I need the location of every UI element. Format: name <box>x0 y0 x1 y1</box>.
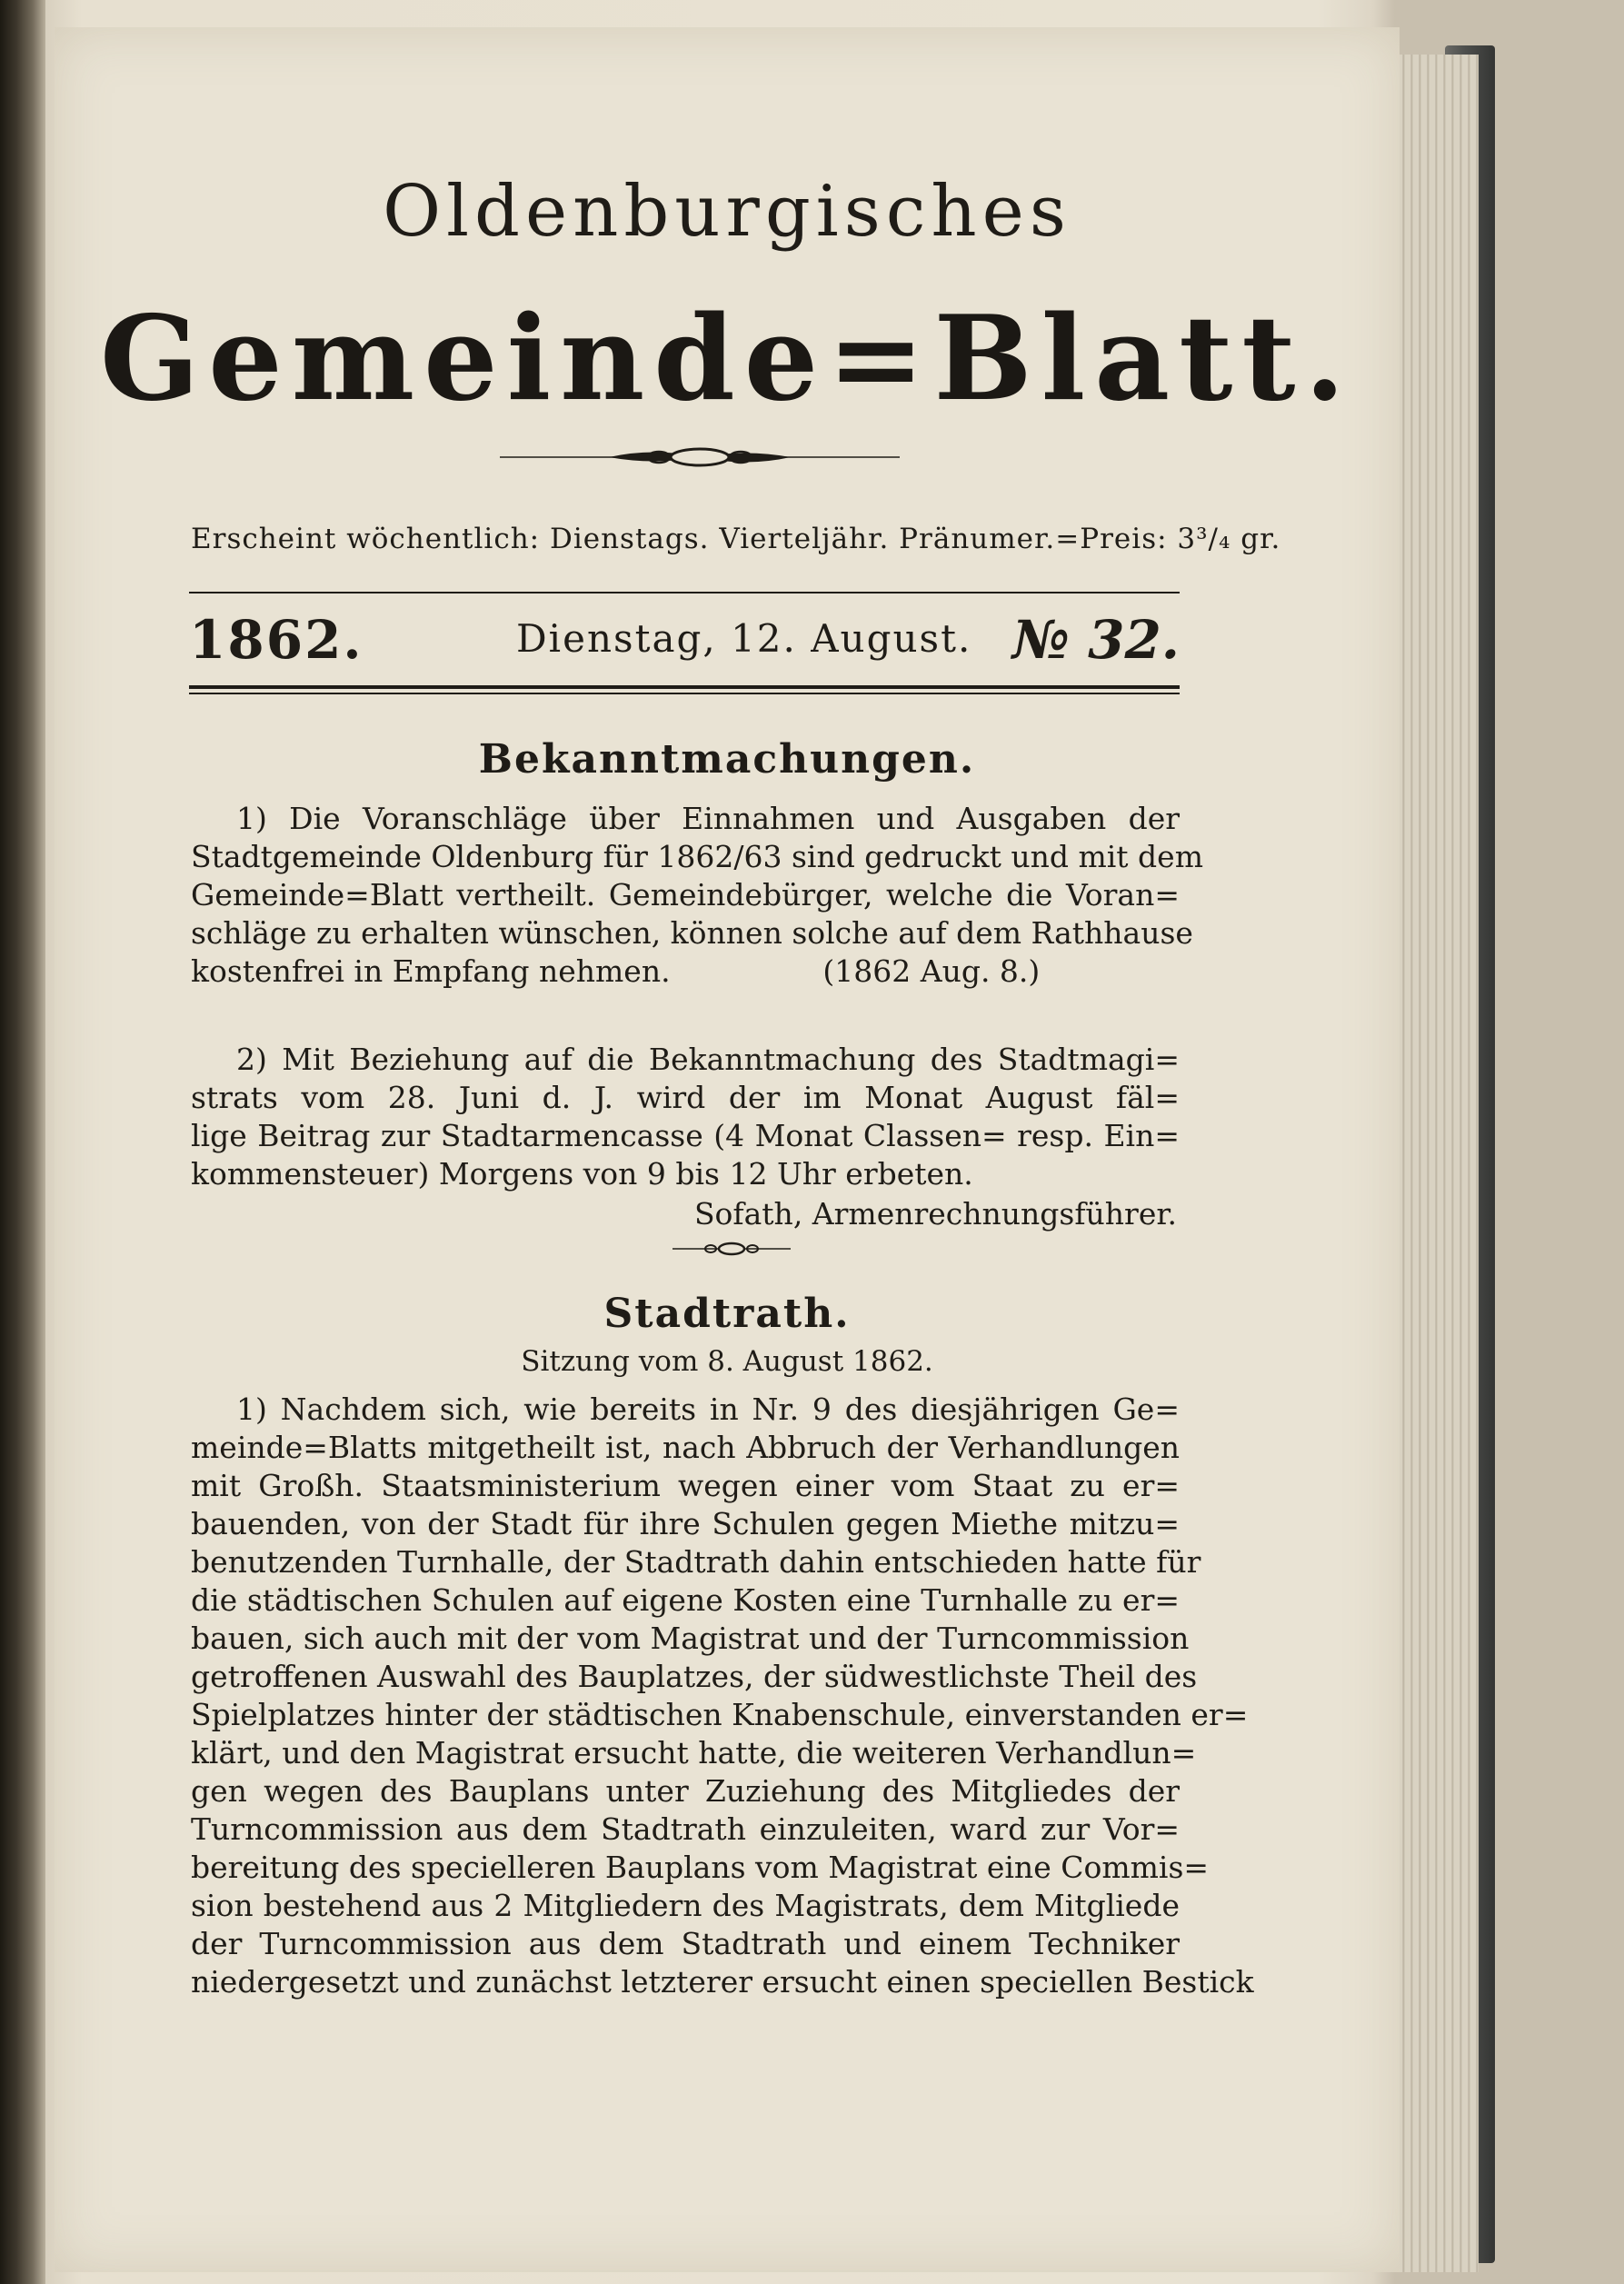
masthead-title-small: Oldenburgisches <box>383 171 1071 253</box>
ornament-icon <box>500 444 900 471</box>
section-heading-stadtrath: Stadtrath. <box>603 1291 851 1337</box>
binding-edge <box>0 0 45 2284</box>
text-line: Gemeinde=Blatt vertheilt. Gemeindebürger, welche die Voran= <box>191 877 1180 913</box>
text-line: klärt, und den Magistrat ersucht hatte, die weiteren Verhandlun= <box>191 1735 1197 1770</box>
council-paragraph-1 <box>191 1391 1254 2001</box>
notice-paragraph-1 <box>191 800 1204 991</box>
text-line: bauen, sich auch mit der vom Magistrat und der Turncommission <box>191 1621 1190 1656</box>
signature: Sofath, Armenrechnungsführer. <box>693 1196 1177 1232</box>
text-line: lige Beitrag zur Stadtarmencasse (4 Monat Classen= resp. Ein= <box>191 1118 1180 1153</box>
notice-paragraph-2 <box>191 1041 1180 1193</box>
text-line: sion bestehend aus 2 Mitgliedern des Magistrats, dem Mitgliede <box>191 1888 1180 1923</box>
text-line: schläge zu erhalten wünschen, können solche auf dem Rathhause <box>191 915 1193 951</box>
text-line: mit Großh. Staatsministerium wegen einer vom Staat zu er= <box>191 1468 1180 1503</box>
text-line: die städtischen Schulen auf eigene Kosten eine Turnhalle zu er= <box>191 1582 1180 1618</box>
text-line: 2) Mit Beziehung auf die Bekanntmachung des Stadtmagi= <box>236 1042 1180 1077</box>
text-line: bereitung des specielleren Bauplans vom Magistrat eine Commis= <box>191 1850 1210 1885</box>
text-line: Stadtgemeinde Oldenburg für 1862/63 sind gedruckt und mit dem <box>191 839 1204 874</box>
page-stack-edge <box>1395 55 1479 2272</box>
text-line: getroffenen Auswahl des Bauplatzes, der südwestlichste Theil des <box>191 1659 1198 1694</box>
dateline <box>189 609 1180 673</box>
issue-number: № 32. <box>1011 609 1180 671</box>
session-date: Sitzung vom 8. August 1862. <box>521 1345 933 1378</box>
text-line: gen wegen des Bauplans unter Zuziehung des Mitgliedes der <box>191 1773 1180 1809</box>
text-line: Spielplatzes hinter der städtischen Knabenschule, einverstanden er= <box>191 1697 1249 1732</box>
text-line: kostenfrei in Empfang nehmen. (1862 Aug. 8.) <box>191 953 1041 989</box>
section-heading-bekanntmachungen: Bekanntmachungen. <box>478 736 976 783</box>
text-line: benutzenden Turnhalle, der Stadtrath dahin entschieden hatte für <box>191 1544 1201 1580</box>
rule-double-lower <box>189 693 1180 694</box>
text-line: strats vom 28. Juni d. J. wird der im Monat August fäl= <box>191 1080 1180 1115</box>
text-line: bauenden, von der Stadt für ihre Schulen gegen Miethe mitzu= <box>191 1506 1180 1541</box>
text-line: niedergesetzt und zunächst letzterer ersucht einen speciellen Bestick <box>191 1964 1254 2000</box>
text-line: Turncommission aus dem Stadtrath einzuleiten, ward zur Vor= <box>191 1811 1180 1847</box>
text-line: kommensteuer) Morgens von 9 bis 12 Uhr erbeten. <box>191 1156 973 1192</box>
issue-date: Dienstag, 12. August. <box>516 616 972 661</box>
text-line: 1) Die Voranschläge über Einnahmen und Ausgaben der <box>236 801 1180 836</box>
newspaper-page <box>55 27 1400 2272</box>
subscription-info: Erscheint wöchentlich: Dienstags. Vierteljähr. Pränumer.=Preis: 3³/₄ gr. <box>191 523 1281 555</box>
masthead-title-large: Gemeinde=Blatt. <box>99 291 1355 427</box>
text-line: der Turncommission aus dem Stadtrath und einem Techniker <box>191 1926 1180 1961</box>
divider-ornament-icon <box>673 1239 791 1259</box>
text-line: 1) Nachdem sich, wie bereits in Nr. 9 des diesjährigen Ge= <box>236 1391 1180 1427</box>
rule-top <box>189 592 1180 593</box>
rule-double-upper <box>189 685 1180 689</box>
issue-year: 1862. <box>189 609 364 671</box>
text-line: meinde=Blatts mitgetheilt ist, nach Abbruch der Verhandlungen <box>191 1430 1180 1465</box>
